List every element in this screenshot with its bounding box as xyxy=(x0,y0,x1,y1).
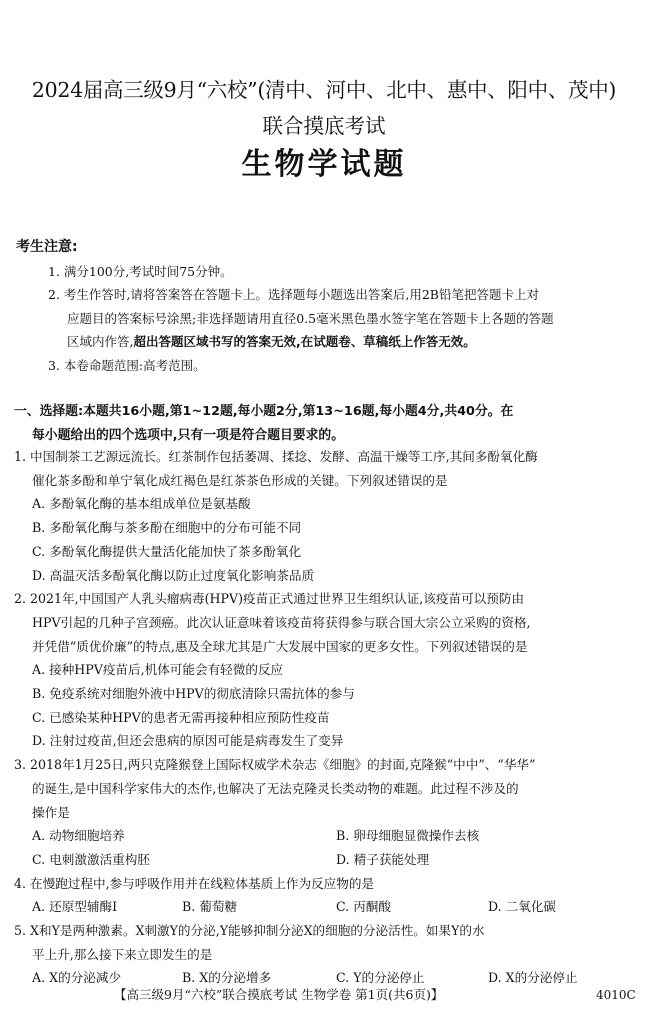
q3-stem-line1: 3. 2018年1月25日,两只克隆猴登上国际权威学术杂志《细胞》的封面,克隆猴“中中”、“华华” xyxy=(14,757,536,773)
q3-stem-line3: 操作是 xyxy=(32,804,70,820)
q4-options-row xyxy=(14,895,644,919)
candidate-notice xyxy=(16,236,638,377)
section-heading-line1: 一、选择题:本题共16小题,第1~12题,每小题2分,第13~16题,每小题4分,共40分。在 xyxy=(14,404,514,419)
q4-option-b: B. 葡萄糖 xyxy=(182,899,238,915)
q2-option-d: D. 注射过疫苗,但还会患病的原因可能是病毒发生了变异 xyxy=(32,733,344,749)
q3-options-row1 xyxy=(14,824,644,848)
notice-item-1: 1. 满分100分,考试时间75分钟。 xyxy=(48,263,233,279)
q5-option-c: C. Y的分泌停止 xyxy=(336,970,425,986)
q1-stem-line1: 1. 中国制茶工艺源远流长。红茶制作包括萎凋、揉捻、发酵、高温干燥等工序,其间多酚氧化酶 xyxy=(14,449,538,464)
notice-item-2b: 应题目的答案标号涂黑;非选择题请用直径0.5毫米黑色墨水签字笔在答题卡上各题的答题 xyxy=(67,310,554,326)
notice-item-2c xyxy=(16,330,638,354)
exam-header-line1: 2024届高三级9月“六校”(清中、河中、北中、惠中、阳中、茂中) xyxy=(31,78,617,102)
exam-subject-title: 生物学试题 xyxy=(241,147,407,182)
q5-option-a: A. X的分泌减少 xyxy=(32,970,122,986)
q1-option-a: A. 多酚氧化酶的基本组成单位是氨基酸 xyxy=(32,496,251,512)
page-footer: 【高三级9月“六校”联合摸底考试 生物学卷 第1页(共6页)】 xyxy=(114,987,444,1002)
paper-code: 4010C xyxy=(596,988,636,1002)
q2-stem-line2: HPV引起的几种子宫颈癌。此次认证意味着该疫苗将获得参与联合国大宗公立采购的资格, xyxy=(32,614,531,630)
section-heading xyxy=(14,400,640,447)
q5-option-d: D. X的分泌停止 xyxy=(488,970,578,986)
q2-option-b: B. 免疫系统对细胞外液中HPV的彻底清除只需抗体的参与 xyxy=(32,686,355,702)
notice-item-2a: 2. 考生作答时,请将答案答在答题卡上。选择题每小题选出答案后,用2B铅笔把答题卡上对 xyxy=(48,287,539,302)
q3-stem-line2: 的诞生,是中国科学家伟大的杰作,也解决了无法克隆灵长类动物的难题。此过程不涉及的 xyxy=(32,780,519,796)
q3-option-d: D. 精子获能处理 xyxy=(336,851,430,867)
q5-option-b: B. X的分泌增多 xyxy=(182,970,272,986)
notice-item-2c-bold: 超出答题区域书写的答案无效,在试题卷、草稿纸上作答无效。 xyxy=(133,334,476,349)
notice-title: 考生注意: xyxy=(16,239,78,255)
q4-stem-line1: 4. 在慢跑过程中,参与呼吸作用并在线粒体基质上作为反应物的是 xyxy=(14,875,375,891)
exam-header-line2: 联合摸底考试 xyxy=(262,114,386,138)
q1-option-b: B. 多酚氧化酶与茶多酚在细胞中的分布可能不同 xyxy=(32,520,302,536)
section-heading-line2: 每小题给出的四个选项中,只有一项是符合题目要求的。 xyxy=(32,427,344,443)
notice-item-3: 3. 本卷命题范围:高考范围。 xyxy=(48,357,206,373)
q1-option-d: D. 高温灭活多酚氧化酶以防止过度氧化影响茶品质 xyxy=(32,567,315,583)
q4-option-a: A. 还原型辅酶Ⅰ xyxy=(32,899,118,915)
q3-options-row2 xyxy=(14,848,644,872)
q2-stem-line3: 并凭借“质优价廉”的特点,惠及全球尤其是广大发展中国家的更多女性。下列叙述错误的是 xyxy=(32,638,528,654)
q1-stem-line2: 催化茶多酚和单宁氧化成红褐色是红茶茶色形成的关键。下列叙述错误的是 xyxy=(32,472,448,488)
q4-option-d: D. 二氧化碳 xyxy=(488,899,557,915)
q2-stem-line1: 2. 2021年,中国国产人乳头瘤病毒(HPV)疫苗正式通过世界卫生组织认证,该疫苗可以预防由 xyxy=(14,591,525,607)
q3-option-a: A. 动物细胞培养 xyxy=(32,828,125,844)
q2-option-a: A. 接种HPV疫苗后,机体可能会有轻微的反应 xyxy=(32,662,284,678)
q5-stem-line2: 平上升,那么接下来立即发生的是 xyxy=(32,946,213,962)
q5-stem-line1: 5. X和Y是两种激素。X刺激Y的分泌,Y能够抑制分泌X的细胞的分泌活性。如果Y的水 xyxy=(14,923,485,939)
question-list xyxy=(14,445,644,990)
q3-option-b: B. 卵母细胞显微操作去核 xyxy=(336,828,480,844)
notice-item-2c-plain: 区域内作答, xyxy=(67,334,134,349)
q4-option-c: C. 丙酮酸 xyxy=(336,899,391,915)
q2-option-c: C. 已感染某种HPV的患者无需再接种相应预防性疫苗 xyxy=(32,709,330,725)
q1-option-c: C. 多酚氧化酶提供大量活化能加快了茶多酚氧化 xyxy=(32,543,302,559)
q3-option-c: C. 电刺激激活重构胚 xyxy=(32,851,150,867)
